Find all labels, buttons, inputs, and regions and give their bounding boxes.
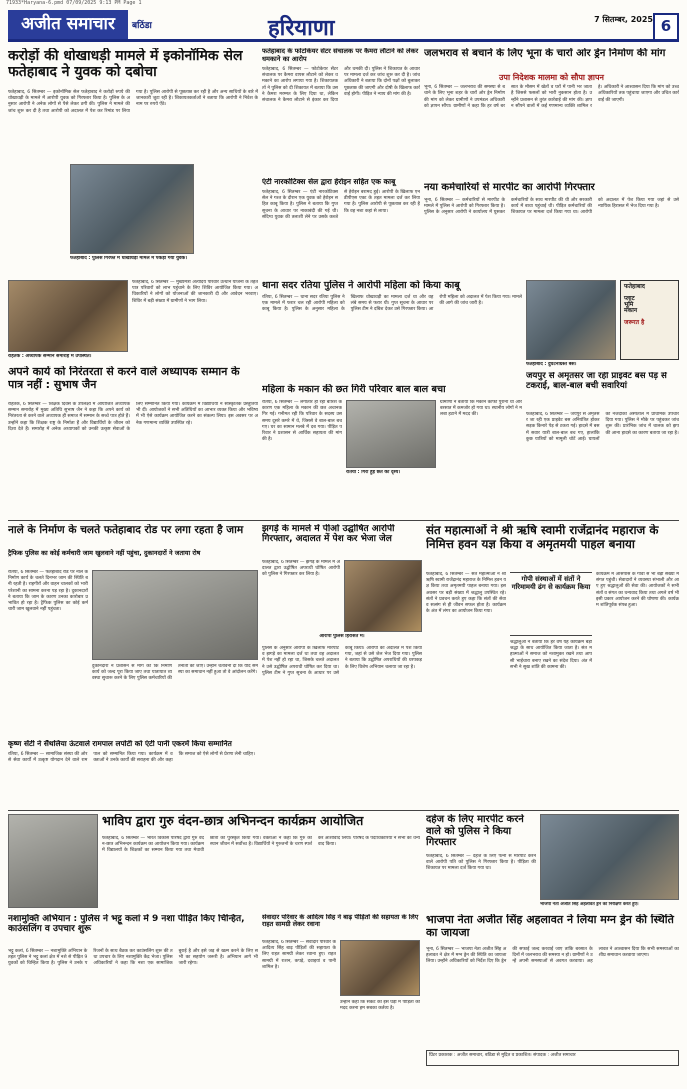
- side-brief: फतेहाबाद, 6 सितम्बर — मुख्यमंत्री अंत्योदय परिवार उत्थान योजना के तहत पात्र परिवारों को लाभ पहुंचाने के लिए शिविर आयोजित किया गया। अधिकारियों ने लोगों को योजनाओं की जानकारी दी और आवेदन भरवाए। शिविर में बड़ी संख्या में ग्रामीणों ने भाग लिया।: [132, 280, 258, 304]
- story-body: फतेहाबाद, 6 सितम्बर — झगड़े के मामले में अदालत द्वारा उद्घोषित अपराधी घोषित आरोपी को पुलिस ने गिरफ्तार कर लिया है।: [262, 560, 340, 578]
- story-employee-assault: [424, 182, 679, 274]
- news-photo: [92, 570, 258, 660]
- page-number: 6: [653, 13, 679, 41]
- story-body: फतेहाबाद, 6 सितम्बर — फोटोकेयर सेंटर संचालक पर कैमरा वापस लौटाने को लेकर धमकाने का आरोप लगाया गया है। शिकायतकर्ता ने पुलिस को दी शिकायत में बताया कि उसने कैमरा मरम्मत के लिए दिया था, लेकिन संचालक ने कैमरा लौटाने से इंकार कर दिया और धमकी दी। पुलिस ने शिकायत के आधार पर मामला दर्ज कर जांच शुरू कर दी है। जांच अधिकारी ने बताया कि दोनों पक्षों को बुलाकर पूछताछ की जाएगी और दोषी के खिलाफ कार्रवाई होगी। पीड़ित ने न्याय की मांग की है।: [262, 67, 420, 104]
- story-traffic-jam: [8, 524, 258, 736]
- story-teacher-honour: [8, 280, 258, 516]
- story-havan-yagya: [426, 524, 679, 806]
- story-headline: महिला के मकान की छत गिरी परिवार बाल बाल बचा: [262, 384, 446, 395]
- story-fraud-arrest: [8, 48, 258, 273]
- photo-caption: फतेहाबाद : दुर्घटनाग्रस्त बस।: [526, 362, 577, 367]
- news-photo: [8, 814, 98, 908]
- story-headline: थाना सदर रतिया पुलिस ने आरोपी महिला को किया काबू: [262, 280, 460, 291]
- ad-line: भूमि: [624, 301, 634, 308]
- news-photo: [70, 164, 194, 254]
- story-body: फतेहाबाद, 6 सितम्बर — दहेज के लिए पत्नी से मारपीट करने वाले आरोपी पति को पुलिस ने गिरफ्तार किया है। पीड़िता की शिकायत पर मामला दर्ज किया गया था।: [426, 854, 536, 872]
- section-divider: [8, 520, 679, 521]
- story-body: रोहतक, 6 सितम्बर — शिक्षक दिवस के उपलक्ष्य में आयोजित अध्यापक सम्मान समारोह में मुख्य अतिथि सुभाष जैन ने कहा कि अपने कार्य को निरंतरता से करने वाले अध्यापक ही समाज में सम्मान के सच्चे पात्र होते हैं। उन्होंने कहा कि शिक्षक राष्ट्र के निर्माता हैं और विद्यार्थियों के जीवन को दिशा देते हैं। समारोह में अनेक अध्यापकों को उनकी उत्कृष्ट सेवाओं के लिए सम्मानित किया गया। कार्यक्रम में विद्यार्थियों ने सांस्कृतिक प्रस्तुतियां भी दीं। आयोजकों ने सभी अतिथियों का आभार व्यक्त किया और भविष्य में भी ऐसे कार्यक्रम आयोजित करने का संकल्प लिया। इस अवसर पर अनेक गणमान्य व्यक्ति उपस्थित रहे।: [8, 402, 258, 432]
- story-bus-accident: [526, 280, 679, 516]
- story-body: रतिया, 6 सितम्बर — लगातार हो रही बारिश के कारण एक महिला के मकान की छत अचानक गिर गई। गनीमत रही कि परिवार के सदस्य उस समय दूसरे कमरे में थे, जिससे वे बाल-बाल बच गए। घर का सामान मलबे में दब गया। पीड़ित परिवार ने प्रशासन से आर्थिक सहायता की मांग की है।: [262, 400, 342, 443]
- story-body: फतेहाबाद, 6 सितम्बर — एंटी नारकोटिक्स सेल ने गश्त के दौरान एक युवक को हेरोइन सहित काबू किया है। पुलिस ने बताया कि गुप्त सूचना के आधार पर नाकाबंदी की गई थी। संदिग्ध युवक की तलाशी लेने पर उसके कब्जे से हेरोइन बरामद हुई। आरोपी के खिलाफ एनडीपीएस एक्ट के तहत मामला दर्ज कर लिया गया है। पुलिस आरोपी से पूछताछ कर रही है कि वह नशा कहां से लाया।: [262, 190, 420, 220]
- story-body: रतिया, 6 सितम्बर — सामाजिक संस्था की ओर से सेवा कार्यों में उत्कृष्ट योगदान देने वाले रामपाल को सम्मानित किया गया। कार्यक्रम में वक्ताओं ने उनके कार्यों की सराहना की और कहा कि समाज को ऐसे लोगों से प्रेरणा लेनी चाहिए।: [8, 752, 255, 764]
- story-body: फतेहाबाद, 6 सितम्बर — भारत विकास परिषद द्वारा गुरु वंदन-छात्र अभिनन्दन कार्यक्रम का आयोजन किया गया। कार्यक्रम में विद्यालयों के शिक्षकों का सम्मान किया गया तथा मेधावी छात्रों को पुरस्कृत किया गया। वक्ताओं ने कहा कि गुरु का स्थान जीवन में सर्वोच्च है। विद्यार्थियों ने गुरुजनों के चरण स्पर्श कर आशीर्वाद लिया। परिषद के पदाधिकारियों ने सभी का धन्यवाद किया।: [102, 836, 420, 854]
- news-photo: [526, 280, 616, 360]
- news-photo: [540, 814, 679, 900]
- story-headline: एंटी नारकोटिक्स सेल द्वारा हेरोइन सहित एक काबू: [262, 178, 396, 186]
- story-body: भूना, 6 सितम्बर — कर्मचारियों से मारपीट के मामले में पुलिस ने आरोपी को गिरफ्तार किया है। पुलिस के अनुसार आरोपी ने कार्यालय में घुसकर कर्मचारियों के साथ मारपीट की थी और सरकारी कार्य में बाधा पहुंचाई थी। पीड़ित कर्मचारियों की शिकायत पर मामला दर्ज किया गया था। आरोपी को अदालत में पेश किया गया जहां से उसे न्यायिक हिरासत में भेज दिया गया है।: [424, 198, 679, 216]
- story-headline: भाजपा नेता अजीत सिंह अहलावत ने लिया मग्न ड्रेन की स्थिति का जायजा: [426, 914, 674, 939]
- story-headline: नशामुक्ति अभियान : पुलिस ने भट्टू कलां में 9 नशा पीड़ित किए चिन्हित, काउंसलिंग व उपचार शुरू: [8, 914, 245, 935]
- imprint-text: प्रिंटर प्रकाशक : अजीत समाचार, बठिंडा से मुद्रित व प्रकाशित। संपादक : अजीत समाचार: [429, 1053, 576, 1058]
- photo-caption: रतिया : गिरी हुई छत का दृश्य।: [346, 470, 401, 475]
- story-headline: झगड़े के मामले में पीओ उद्घोषित आरोपी गिरफ्तार, अदालत में पेश कर भेजा जेल: [262, 524, 395, 545]
- story-headline: करोड़ों की धोखाधड़ी मामले में इकोनॉमिक सेल फतेहाबाद ने युवक को दबोचा: [8, 48, 243, 81]
- story-subheadline: ट्रैफिक पुलिस का कोई कर्मचारी जाम खुलवाने नहीं पहुंचा, दुकानदारों ने जताया रोष: [8, 549, 201, 557]
- story-headline: नाले के निर्माण के चलते फतेहाबाद रोड पर लगा रहता है जाम: [8, 524, 244, 536]
- story-body: फतेहाबाद, 6 सितम्बर — संत महात्माओं ने श्री ऋषि स्वामी राजेंद्रानंद महाराज के निमित्त हवन यज्ञ किया तथा अमृतमयी पाहल बनाया गया। इस अवसर पर बड़ी संख्या में श्रद्धालु उपस्थित रहे। संतों ने प्रवचन करते हुए कहा कि संतों की सेवा व सत्संग से ही जीवन सफल होता है। कार्यक्रम के अंत में लंगर का आयोजन किया गया।: [426, 572, 506, 615]
- story-narcotics: [262, 178, 420, 274]
- story-guru-vandan: [8, 814, 420, 910]
- pullquote-text: गोपी संस्थाओं में संतों ने गरिमामयी ढंग से कार्यक्रम किया: [511, 575, 591, 591]
- story-body: भट्टू कलां, 6 सितम्बर — नशामुक्ति अभियान के तहत पुलिस ने भट्टू कलां क्षेत्र में नशे से पीड़ित 9 युवकों को चिन्हित किया है। पुलिस ने उनके परिजनों के साथ बैठक कर काउंसलिंग शुरू की तथा उपचार के लिए नशामुक्ति केंद्र भेजा। पुलिस अधिकारियों ने कहा कि नशा एक सामाजिक बुराई है और इसे जड़ से खत्म करने के लिए सभी का सहयोग जरूरी है। अभियान आगे भी जारी रहेगा।: [8, 949, 258, 967]
- section-title: हरियाणा: [268, 16, 335, 41]
- story-po-arrest: [262, 524, 422, 806]
- story-ajit-ahlawat: [426, 914, 679, 1046]
- story-body: रतिया, 6 सितम्बर — फतेहाबाद रोड पर नाले के निर्माण कार्य के चलते दिनभर जाम की स्थिति बनी रहती है। राहगीरों और वाहन चालकों को भारी परेशानी का सामना करना पड़ रहा है। दुकानदारों ने बताया कि जाम के कारण उनका कारोबार प्रभावित हो रहा है। ट्रैफिक पुलिस का कोई कर्मचारी जाम खुलवाने नहीं पहुंचता।: [8, 570, 88, 613]
- story-dowry-arrest: [426, 814, 679, 910]
- story-headline: दहेज के लिए मारपीट करने वाले को पुलिस ने किया गिरफ्तार: [426, 814, 524, 848]
- story-body-cont: उन्होंने कहा कि संकट की इस घड़ी में पीड़ितों की मदद करना हम सबका कर्तव्य है।: [340, 1000, 420, 1012]
- story-headline: भाविप द्वारा गुरु वंदन-छात्र अभिनन्दन कार्यक्रम आयोजित: [102, 814, 364, 828]
- story-body-cont: ग्रामीणों ने बताया कि मकान काफी पुराना था और बरसात में कमजोर हो गया था। स्थानीय लोगों ने मलबा हटाने में मदद की।: [440, 400, 522, 418]
- story-headline: जयपुर से अमृतसर जा रही प्राइवेट बस पेड़ से टकराई, बाल-बाल बची सवारियां: [526, 372, 667, 391]
- paper-city: बठिंडा: [132, 21, 152, 31]
- story-body-cont: दुकानदारों ने प्रशासन से मांग की कि निर्माण कार्य को जल्द पूरा किया जाए तथा यातायात व्यवस्था सुचारू करने के लिए पुलिस कर्मचारियों की तैनाती की जाए। उन्होंने चेतावनी दी कि यदि समस्या का समाधान नहीं हुआ तो वे आंदोलन करेंगे।: [92, 664, 258, 682]
- story-headline: फतेहाबाद के फोटोकेयर सेंटर संचालक पर कैमरा लौटाने को लेकर धमकाने का आरोप: [262, 48, 419, 63]
- story-photocare: [262, 48, 420, 176]
- story-headline: कृष्ण सेंटी ने सैंथलिया ऊंटवाले रामपाल लपोटी को एंटी पानी एकरमें किया सम्मानित: [8, 740, 232, 748]
- ad-line: प्लाट: [624, 295, 635, 302]
- story-nasha-mukti: [8, 914, 258, 1064]
- story-drain-demand: [424, 48, 679, 178]
- story-headline: अपने कार्य को निरंतरता से करने वाले अध्यापक सम्मान के पात्र नहीं : सुभाष जैन: [8, 366, 240, 391]
- masthead: [8, 10, 679, 42]
- story-body: रतिया, 6 सितम्बर — थाना सदर रतिया पुलिस ने एक मामले में फरार चल रही आरोपी महिला को काबू किया है। पुलिस के अनुसार महिला के खिलाफ धोखाधड़ी का मामला दर्ज था और वह लंबे समय से फरार थी। गुप्त सूचना के आधार पर पुलिस टीम ने दबिश देकर उसे गिरफ्तार किया। आरोपी महिला को अदालत में पेश किया गया। मामले की आगे की जांच जारी है।: [262, 295, 522, 313]
- news-photo: [8, 280, 128, 352]
- story-headline: संत महात्माओं ने श्री ऋषि स्वामी राजेंद्रानंद महाराज के निमित्त हवन यज्ञ किया व अमृतमयी पाहल बनाया: [426, 524, 659, 551]
- story-honour-rampal: [8, 740, 258, 806]
- story-body-cont2: कार्यक्रम में आसपास के गांवों से भी बड़ी संख्या में संगत पहुंची। सेवादारों ने व्यवस्था संभाली और आए हुए श्रद्धालुओं की सेवा की। आयोजकों ने सभी संतों व संगत का धन्यवाद किया तथा अगले वर्ष भी इसी प्रकार आयोजन करने की घोषणा की। कार्यक्रम शांतिपूर्वक संपन्न हुआ।: [596, 572, 679, 609]
- photo-caption: भाजपा नेता अजीत सिंह अहलावत ड्रेन का निरीक्षण करते हुए।: [540, 902, 639, 907]
- classified-ad: [620, 280, 679, 360]
- story-headline: जलभराव से बचाने के लिए भूना के चारों ओर ड्रेन निर्माण की मांग: [424, 48, 666, 59]
- news-photo: [346, 400, 436, 468]
- ad-tag: जरूरत है: [624, 319, 645, 326]
- ad-title: फतेहाबाद: [624, 283, 645, 290]
- story-headline: नया कर्मचारियों से मारपीट का आरोपी गिरफ्तार: [424, 182, 595, 193]
- photo-caption: रोहतक : अध्यापक सम्मान समारोह में उपस्थित।: [8, 354, 92, 359]
- story-subheadline: उपा निदेशक मालमा को सौपा ज्ञापन: [499, 73, 604, 82]
- ad-line: मकान: [624, 307, 638, 314]
- news-photo: [340, 940, 420, 996]
- story-body-cont: पुलिस के अनुसार आरोपी के खिलाफ मारपीट व झगड़े का मामला दर्ज था तथा वह अदालत में पेश नहीं हो रहा था, जिसके चलते अदालत ने उसे उद्घोषित अपराधी घोषित कर दिया था। पुलिस टीम ने गुप्त सूचना के आधार पर उसे काबू किया। आरोपी को अदालत में पेश किया गया, जहां से उसे जेल भेज दिया गया। पुलिस ने बताया कि उद्घोषित अपराधियों की धरपकड़ के लिए विशेष अभियान चलाया जा रहा है।: [262, 646, 422, 676]
- story-body: फतेहाबाद, 6 सितम्बर — जयपुर से अमृतसर जा रही एक प्राइवेट बस अनियंत्रित होकर सड़क किनारे पेड़ से टकरा गई। हादसे में बस में सवार यात्री बाल-बाल बच गए, हालांकि कुछ यात्रियों को मामूली चोटें आईं। घायलों को नजदीकी अस्पताल में प्राथमिक उपचार दिया गया। पुलिस ने मौके पर पहुंचकर जांच शुरू की। प्रारंभिक जांच में चालक को झपकी आना हादसे का कारण बताया जा रहा है।: [526, 412, 679, 442]
- imprint-footer: [426, 1050, 679, 1066]
- story-body: फतेहाबाद, 6 सितम्बर — इकोनॉमिक सेल फतेहाबाद ने करोड़ों रुपये की धोखाधड़ी के मामले में आरोपी युवक को गिरफ्तार किया है। पुलिस के अनुसार आरोपी ने अनेक लोगों से पैसे लेकर ठगी की। पुलिस ने मामले की जांच शुरू कर दी है तथा आरोपी को अदालत में पेश कर रिमांड पर लिया गया है। पुलिस आरोपी से पूछताछ कर रही है और अन्य साथियों के बारे में जानकारी जुटा रही है। शिकायतकर्ताओं ने बताया कि आरोपी ने निवेश के नाम पर रुपये ऐंठे।: [8, 90, 258, 114]
- print-slug: 71933*Haryana-6.pmd 07/09/2025 9:13 PM Page 1: [6, 0, 142, 6]
- photo-caption: आरोपी पुलिस हिरासत में।: [319, 634, 365, 639]
- section-divider: [8, 810, 679, 811]
- story-body-cont: श्रद्धालुओं ने बताया कि हर वर्ष यह कार्यक्रम बड़ी श्रद्धा के साथ आयोजित किया जाता है। संत महात्माओं ने समाज को नशामुक्त रखने तथा आपसी भाईचारा बनाए रखने का संदेश दिया। अंत में सभी ने सुख शांति की कामना की।: [510, 640, 592, 670]
- story-body: भूना, 6 सितम्बर — जलभराव की समस्या से बचाने के लिए भूना शहर के चारों ओर ड्रेन निर्माण की मांग को लेकर ग्रामीणों ने उपमंडल अधिकारी को ज्ञापन सौंपा। ग्रामीणों ने कहा कि हर वर्ष बरसात के मौसम में खेतों व घरों में पानी भर जाता है जिससे फसलों को भारी नुकसान होता है। उन्होंने प्रशासन से तुरंत कार्रवाई की मांग की। ज्ञापन सौंपने वालों में कई गणमान्य व्यक्ति शामिल रहे। अधिकारी ने आश्वासन दिया कि मांग को उच्च अधिकारियों तक पहुंचाया जाएगा और उचित कार्रवाई की जाएगी।: [424, 85, 679, 109]
- news-photo: [344, 560, 422, 632]
- issue-date: 7 सितम्बर, 2025: [594, 15, 653, 24]
- paper-name: अजीत समाचार: [8, 10, 128, 39]
- story-body: फतेहाबाद, 6 सितम्बर — सेवादार परिवार के आदित्य सिंह बाढ़ पीड़ितों की सहायता के लिए राहत सामग्री लेकर रवाना हुए। राहत सामग्री में राशन, कपड़े, दवाइयां व पानी शामिल है।: [262, 940, 336, 970]
- story-ratia-woman: [262, 280, 522, 380]
- story-flood-relief: [262, 914, 420, 1064]
- story-body: भूना, 6 सितम्बर — भाजपा नेता अजीत सिंह अहलावत ने क्षेत्र में मग्न ड्रेन की स्थिति का जायजा लिया। उन्होंने अधिकारियों को निर्देश दिए कि ड्रेन की सफाई जल्द करवाई जाए ताकि बरसात के दिनों में जलभराव की समस्या न हो। ग्रामीणों ने उन्हें अपनी समस्याओं से अवगत करवाया। अहलावत ने आश्वासन दिया कि सभी समस्याओं का शीघ्र समाधान करवाया जाएगा।: [426, 947, 679, 965]
- photo-caption: फतेहाबाद : पुलिस गिरफ्त में धोखाधड़ी मामले में पकड़ा गया युवक।: [70, 256, 188, 261]
- story-headline: सेवादार परिवार के आदित्य सिंह ने बाढ़ पीड़ितों की सहायता के लिए राहत सामग्री लेकर रवाना: [262, 914, 419, 929]
- pullquote: [510, 572, 592, 636]
- story-roof-collapse: [262, 384, 522, 516]
